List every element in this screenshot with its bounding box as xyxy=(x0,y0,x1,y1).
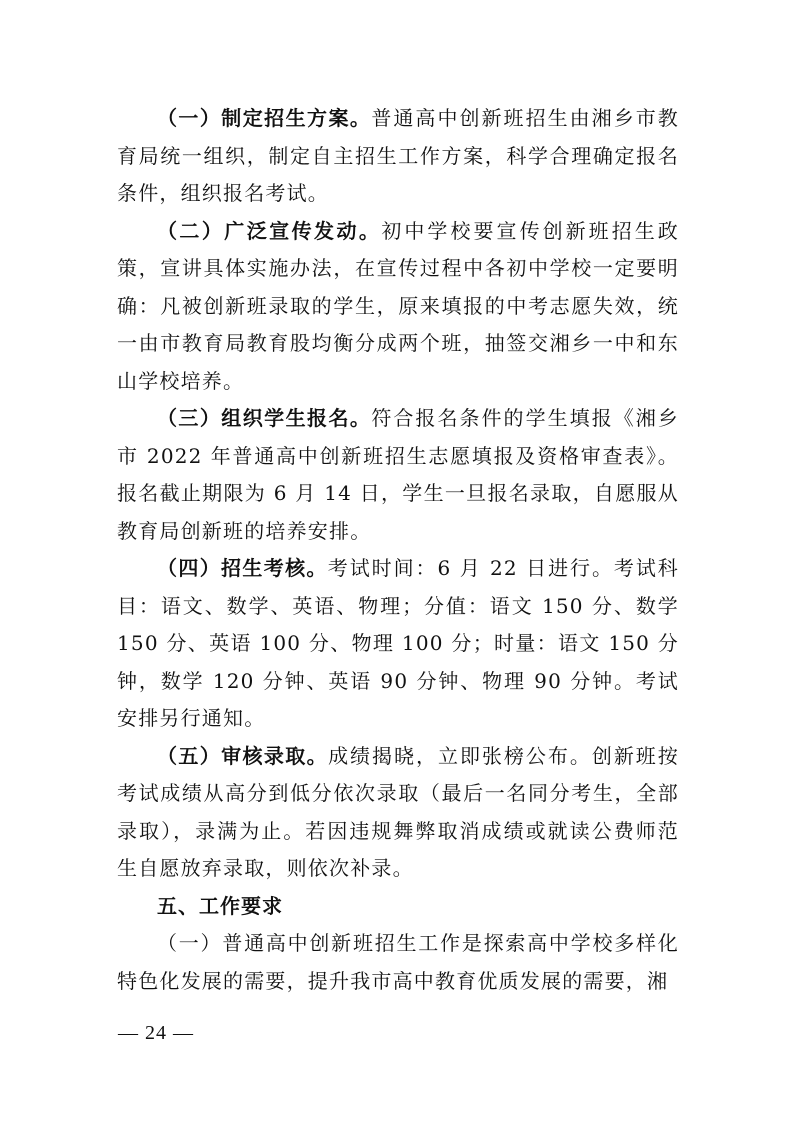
section-2-text: 初中学校要宣传创新班招生政策，宣讲具体实施办法，在宣传过程中各初中学校一定要明确：凡被创新班录取的学生，原来填报的中考志愿失效，统一由市教育局教育股均衡分成两个班，抽签交湘乡一中和东山学校培养。 xyxy=(117,218,679,393)
section-3-lead: （三）组织学生报名。 xyxy=(157,406,372,430)
section-3-text: 符合报名条件的学生填报《湘乡市 2022 年普通高中创新班招生志愿填报及资格审查表》。报名截止期限为 6 月 14 日，学生一旦报名录取，自愿服从教育局创新班的培养安排。 xyxy=(117,406,679,543)
section-5-lead: （五）审核录取。 xyxy=(157,743,329,768)
section-4-text: 考试时间：6 月 22 日进行。考试科目：语文、数学、英语、物理；分值：语文 150 分、数学 150 分、英语 100 分、物理 100 分；时量：语文 150 分钟，数学 120 分钟、英语 90 分钟、物理 90 分钟。考试安排另行通知。 xyxy=(117,556,679,730)
section-2-paragraph xyxy=(117,213,679,401)
page-number: — 24 — xyxy=(118,1022,194,1044)
body-text xyxy=(117,100,679,1000)
section-1-paragraph xyxy=(117,100,679,213)
section-1-lead: （一）制定招生方案。 xyxy=(157,106,372,130)
section-3-paragraph xyxy=(117,400,679,550)
section-4-paragraph xyxy=(117,550,679,738)
section-5-paragraph xyxy=(117,738,679,888)
section-5-text: 成绩揭晓，立即张榜公布。创新班按考试成绩从高分到低分依次录取（最后一名同分考生，全部录取），录满为止。若因违规舞弊取消成绩或就读公费师范生自愿放弃录取，则依次补录。 xyxy=(117,743,679,880)
work-item-1-paragraph: （一）普通高中创新班招生工作是探索高中学校多样化特色化发展的需要，提升我市高中教育优质发展的需要，湘 xyxy=(117,931,679,993)
section-4-lead: （四）招生考核。 xyxy=(157,556,328,580)
section-2-lead: （二）广泛宣传发动。 xyxy=(157,218,382,243)
heading-work-requirements: 五、工作要求 xyxy=(157,893,283,918)
section-1-text: 普通高中创新班招生由湘乡市教育局统一组织，制定自主招生工作方案，科学合理确定报名条件，组织报名考试。 xyxy=(117,106,679,205)
